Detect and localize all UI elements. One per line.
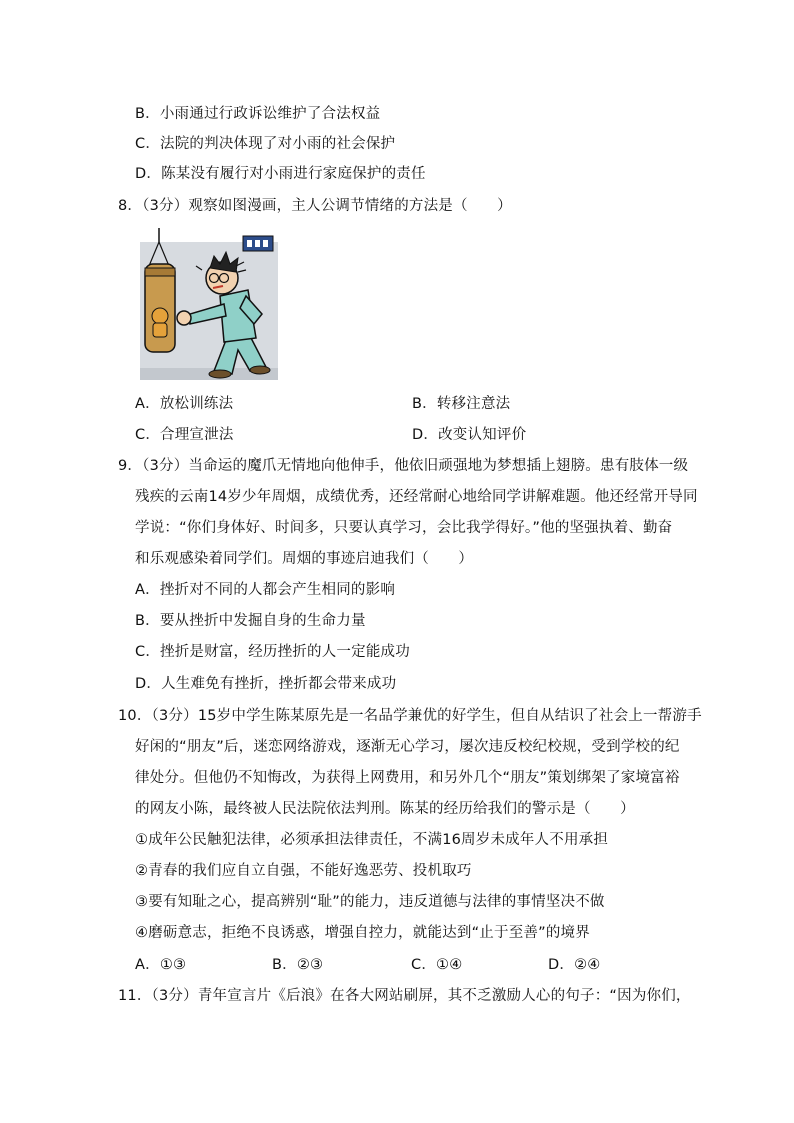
q10-stem-line: 的网友小陈，最终被人民法院依法判刑。陈某的经历给我们的警示是（ ） [135, 801, 635, 817]
q7-option-d: D．陈某没有履行对小雨进行家庭保护的责任 [135, 166, 426, 182]
q11-stem-line: 11．（3分）青年宣言片《后浪》在各大网站刷屏，其不乏激励人心的句子：“因为你们， [118, 988, 691, 1004]
q9-stem-line: 9．（3分）当命运的魔爪无情地向他伸手，他依旧顽强地为梦想插上翅膀。患有肢体一级 [118, 458, 689, 474]
q9-stem-line: 残疾的云南14岁少年周烟，成绩优秀，还经常耐心地给同学讲解难题。他还经常开导同 [135, 489, 698, 505]
q10-stem-line: 好闲的“朋友”后，迷恋网络游戏，逐渐无心学习，屡次违反校纪校规，受到学校的纪 [135, 739, 680, 755]
q8-option-b: B．转移注意法 [412, 396, 511, 412]
q8-option-d: D．改变认知评价 [412, 427, 527, 443]
q9-option-d: D．人生难免有挫折，挫折都会带来成功 [135, 676, 397, 692]
q10-option-a: A．①③ [135, 957, 187, 973]
q10-option-b: B．②③ [272, 957, 324, 973]
q9-option-c: C．挫折是财富，经历挫折的人一定能成功 [135, 644, 410, 660]
q9-stem-line: 和乐观感染着同学们。周烟的事迹启迪我们（ ） [135, 551, 474, 567]
q7-option-c: C．法院的判决体现了对小雨的社会保护 [135, 136, 396, 152]
q9-stem-line: 学说：“你们身体好、时间多，只要认真学习，会比我学得好。”他的坚强执着、勤奋 [135, 520, 673, 536]
q8-cartoon-image [140, 228, 282, 380]
q10-statement: ③要有知耻之心，提高辨别“耻”的能力，违反道德与法律的事情坚决不做 [135, 894, 605, 910]
q10-stem-line: 10．（3分）15岁中学生陈某原先是一名品学兼优的好学生，但自从结识了社会上一帮游手 [118, 708, 702, 724]
q8-option-a: A．放松训练法 [135, 396, 234, 412]
q8-stem: 8．（3分）观察如图漫画，主人公调节情绪的方法是（ ） [118, 198, 512, 214]
q8-option-c: C．合理宣泄法 [135, 427, 234, 443]
q10-option-c: C．①④ [411, 957, 463, 973]
q10-statement: ②青春的我们应自立自强，不能好逸恶劳、投机取巧 [135, 863, 472, 879]
q9-option-b: B．要从挫折中发掘自身的生命力量 [135, 613, 366, 629]
q10-stem-line: 律处分。但他仍不知悔改，为获得上网费用，和另外几个“朋友”策划绑架了家境富裕 [135, 770, 680, 786]
q10-statement: ①成年公民触犯法律，必须承担法律责任，不满16周岁未成年人不用承担 [135, 832, 609, 848]
q9-option-a: A．挫折对不同的人都会产生相同的影响 [135, 582, 396, 598]
q10-statement: ④磨砺意志，拒绝不良诱惑，增强自控力，就能达到“止于至善”的境界 [135, 925, 590, 941]
q7-option-b: B．小雨通过行政诉讼维护了合法权益 [135, 106, 381, 122]
q10-option-d: D．②④ [548, 957, 601, 973]
